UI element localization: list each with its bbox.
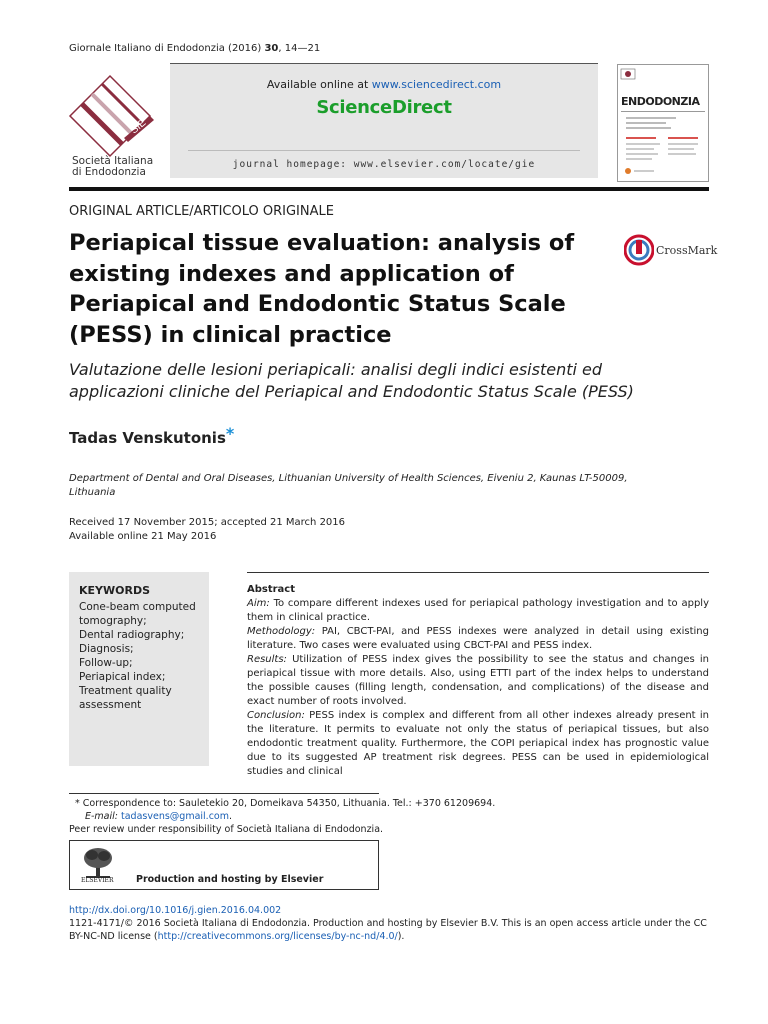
- abstract-conclusion: [247, 709, 709, 779]
- header-divider: [188, 150, 580, 151]
- email-label: E-mail:: [85, 811, 122, 822]
- elsevier-hosting-box: [69, 840, 379, 890]
- license-text: [69, 917, 719, 943]
- doi-license: [69, 904, 719, 943]
- license-end: ).: [397, 931, 405, 942]
- crossmark-label: CrossMark: [656, 244, 718, 257]
- journal-name: Giornale Italiano di Endodonzia (2016): [69, 43, 265, 54]
- abstract-methodology: [247, 625, 709, 653]
- author-name: Tadas Venskutonis: [69, 429, 226, 447]
- journal-volume: 30: [264, 43, 279, 54]
- journal-homepage[interactable]: journal homepage: www.elsevier.com/locate/gie: [232, 159, 536, 170]
- elsevier-wordmark: ELSEVIER: [81, 877, 114, 884]
- keyword-item: Dental radiography;: [79, 629, 185, 641]
- elsevier-hosting-text: Production and hosting by Elsevier: [136, 874, 324, 885]
- author: [69, 424, 234, 447]
- author-footnote-mark[interactable]: *: [225, 424, 235, 443]
- email-note: [69, 810, 569, 823]
- aim-text: To compare different indexes used for periapical pathology investigation and to apply them in clinical practice.: [247, 598, 709, 623]
- society-name-line-2: di Endodonzia: [72, 166, 146, 178]
- society-name: [72, 156, 153, 178]
- header-thick-rule: [69, 187, 709, 191]
- author-email-link[interactable]: tadasvens@gmail.com: [121, 811, 229, 822]
- correspondence-note: * Correspondence to: Sauletekio 20, Domeikava 54350, Lithuania. Tel.: +370 61209694.: [75, 798, 496, 809]
- abstract-aim: [247, 597, 709, 625]
- license-link[interactable]: http://creativecommons.org/licenses/by-nc-nd/4.0/: [157, 931, 398, 942]
- available-online: [170, 78, 598, 91]
- article-title: Periapical tissue evaluation: analysis of existing indexes and application of Periapical and Endodontic Status Scale (PESS) in clinical practice: [69, 230, 575, 348]
- abstract-section: [247, 572, 709, 779]
- available-prefix: Available online at: [266, 78, 372, 91]
- conclusion-text: PESS index is complex and different from all other indexes already present in the literature. It permits to evaluate not only the status of periapical tissues, but also endodontic treatment quality. Furthermore, the COPI periapical index has prognostic value due to its suggested AP treatment risk degrees. PESS can be used in epidemiological studies and clinical: [247, 710, 709, 777]
- author-affiliation: Department of Dental and Oral Diseases, Lithuanian University of Health Sciences, Eiveniu 2, Kaunas LT-50009, Lithuania: [69, 473, 628, 498]
- journal-pages: , 14—21: [278, 43, 321, 54]
- abstract-results: [247, 653, 709, 709]
- article-type: ORIGINAL ARTICLE/ARTICOLO ORIGINALE: [69, 204, 334, 219]
- keyword-item: Periapical index;: [79, 671, 166, 683]
- peer-review-note: Peer review under responsibility of Società Italiana di Endodonzia.: [69, 824, 384, 835]
- keyword-item: Cone-beam computed tomography;: [79, 601, 196, 627]
- online-date: Available online 21 May 2016: [69, 531, 217, 542]
- abstract-heading: Abstract: [247, 584, 296, 595]
- aim-label: Aim:: [247, 598, 270, 609]
- email-suffix: .: [229, 811, 233, 822]
- journal-header-box: [170, 64, 598, 178]
- sciencedirect-logo: ScienceDirect: [316, 97, 452, 118]
- journal-reference: [69, 43, 320, 54]
- crossmark-badge[interactable]: [624, 232, 718, 268]
- results-text: Utilization of PESS index gives the possibility to see the status and changes in periapical tissue with more details. Also, using ETTI part of the index helps to understand the possible causes (filling length, condensation, and complications) of the disease and exact number of roots involved.: [247, 654, 709, 707]
- crossmark-icon: [624, 232, 654, 268]
- society-name-line-1: Società Italiana: [72, 155, 154, 167]
- keywords-heading: KEYWORDS: [79, 584, 151, 597]
- keywords-list: [79, 600, 209, 712]
- footnotes: [69, 797, 569, 836]
- keyword-item: Diagnosis;: [79, 643, 134, 655]
- abstract-rule: [247, 572, 709, 573]
- results-label: Results:: [247, 654, 287, 665]
- doi-link[interactable]: http://dx.doi.org/10.1016/j.gien.2016.04.002: [69, 905, 282, 916]
- keyword-item: Follow-up;: [79, 657, 133, 669]
- keywords-box: [69, 572, 209, 766]
- methodology-label: Methodology:: [247, 626, 316, 637]
- keyword-item: Treatment quality assessment: [79, 685, 172, 711]
- article-dates: [69, 516, 345, 544]
- cover-title: ENDODONZIA: [621, 95, 700, 108]
- conclusion-label: Conclusion:: [247, 710, 305, 721]
- sciencedirect-link[interactable]: www.sciencedirect.com: [371, 78, 502, 91]
- license-statement: 1121-4171/© 2016 Società Italiana di Endodonzia. Production and hosting by Elsevier B.V. This is an open access article under the CC BY-NC-ND license (: [69, 918, 707, 942]
- methodology-text: PAI, CBCT-PAI, and PESS indexes were analyzed in detail using existing literature. Two cases were evaluated using CBCT-PAI and PESS index.: [247, 626, 709, 651]
- article-subtitle-italian: Valutazione delle lesioni periapicali: analisi degli indici esistenti ed applicazioni cliniche del Periapical and Endodontic Status Scale (PESS): [69, 360, 634, 401]
- journal-cover-thumbnail: [617, 64, 709, 182]
- sie-logo-text: SIE: [128, 117, 149, 137]
- footnote-rule: [69, 793, 379, 794]
- received-date: Received 17 November 2015; accepted 21 March 2016: [69, 517, 346, 528]
